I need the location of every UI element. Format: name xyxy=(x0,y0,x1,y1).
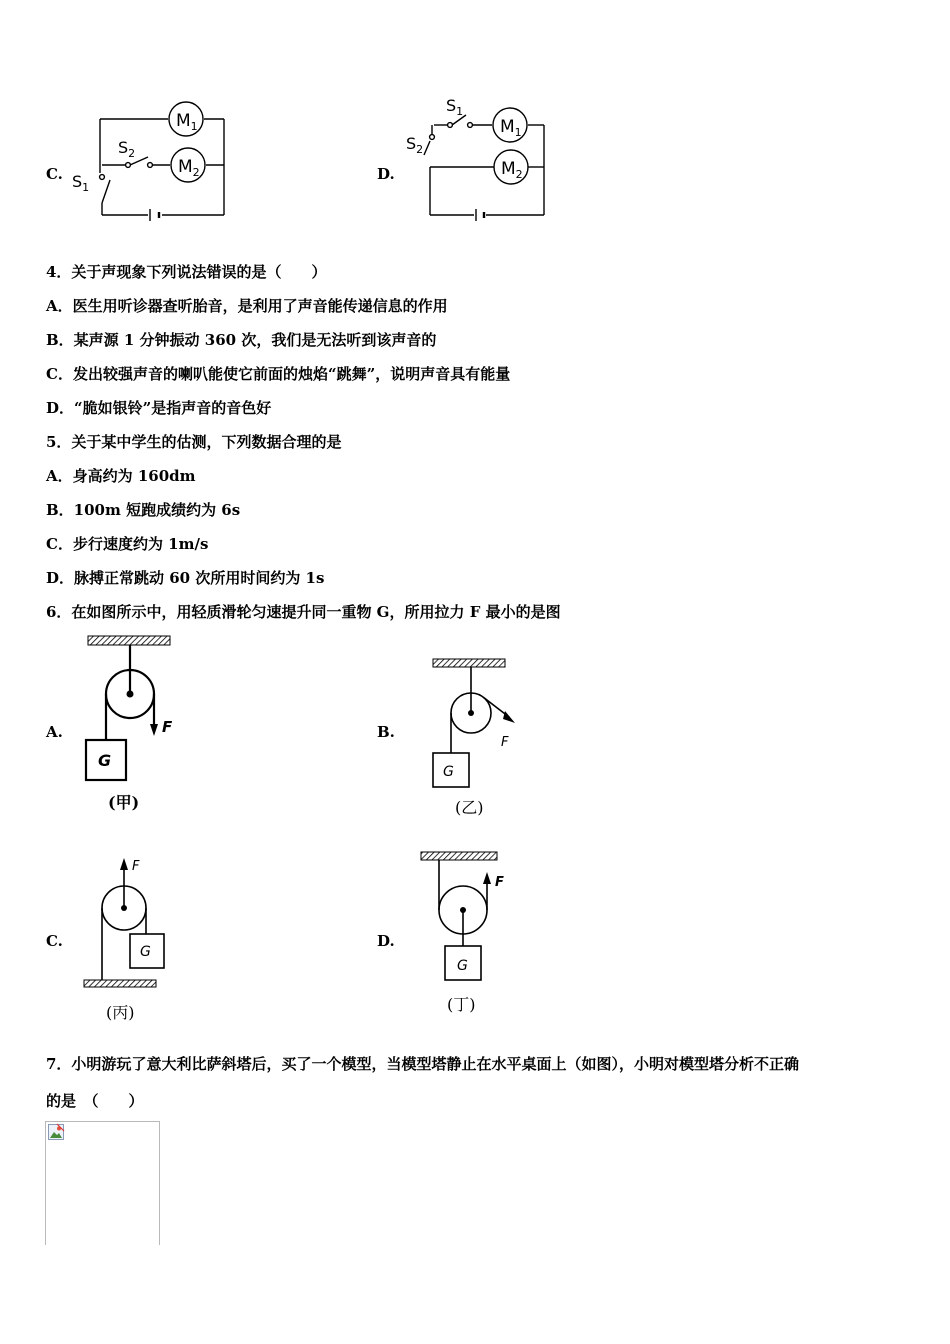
q6-option-c-letter: C. xyxy=(46,932,63,950)
q5-option-a: A．身高约为 160dm xyxy=(46,467,196,485)
q6c-force-label: F xyxy=(132,859,140,874)
q6a-force-label: F xyxy=(162,718,173,736)
q5-option-d: D．脉搏正常跳动 60 次所用时间约为 1s xyxy=(46,569,325,587)
q3-option-c-letter: C. xyxy=(46,165,63,183)
broken-image-icon xyxy=(48,1124,64,1140)
q7-figure-placeholder xyxy=(45,1121,160,1245)
q4-stem: 4．关于声现象下列说法错误的是（ ） xyxy=(46,263,327,281)
q6a-weight-label: G xyxy=(98,751,112,770)
q6-pulley-figure-c xyxy=(78,850,188,1030)
q5-stem: 5．关于某中学生的估测，下列数据合理的是 xyxy=(46,433,342,451)
q3d-s1-label: $S_1$ xyxy=(446,96,464,118)
q6-option-d-letter: D. xyxy=(377,932,395,950)
q7-stem-line1: 7．小明游玩了意大利比萨斜塔后，买了一个模型，当模型塔静止在水平桌面上（如图），小明对模型塔分析不正确 xyxy=(46,1055,799,1073)
q4-option-c: C．发出较强声音的喇叭能使它前面的烛焰“跳舞”，说明声音具有能量 xyxy=(46,365,511,383)
q6b-weight-label: G xyxy=(443,764,454,780)
q3-option-d-letter: D. xyxy=(377,165,395,183)
q6b-caption: (乙) xyxy=(455,798,484,817)
q3d-s2-label: $S_2$ xyxy=(406,134,424,156)
q5-option-c: C．步行速度约为 1m/s xyxy=(46,535,209,553)
q6c-caption: (丙) xyxy=(106,1003,135,1022)
q3c-m2-label: $M_2$ xyxy=(178,157,200,179)
q3d-m2-label: $M_2$ xyxy=(501,159,523,181)
q5-option-b: B．100m 短跑成绩约为 6s xyxy=(46,501,241,519)
q3c-s1-label: $S_1$ xyxy=(72,172,90,194)
q6-option-a-letter: A. xyxy=(46,723,63,741)
q6-pulley-figure-b xyxy=(425,655,535,825)
q6-pulley-figure-a xyxy=(80,632,190,822)
q3-circuit-d xyxy=(400,95,560,225)
q6-stem: 6．在如图所示中，用轻质滑轮匀速提升同一重物 G，所用拉力 F 最小的是图 xyxy=(46,603,561,621)
q6d-weight-label: G xyxy=(457,958,468,974)
q6-option-b-letter: B. xyxy=(377,723,395,741)
q6-pulley-figure-d xyxy=(415,848,525,1023)
q4-option-a: A．医生用听诊器查听胎音，是利用了声音能传递信息的作用 xyxy=(46,297,448,315)
q6d-caption: (丁) xyxy=(447,995,476,1014)
q3c-m1-label: $M_1$ xyxy=(176,111,198,133)
q6a-caption: (甲) xyxy=(108,793,140,812)
q3-circuit-c xyxy=(60,95,240,225)
q6c-weight-label: G xyxy=(140,944,151,960)
q7-stem-line2: 的是 （ ） xyxy=(46,1092,144,1110)
q4-option-d: D．“脆如银铃”是指声音的音色好 xyxy=(46,399,272,417)
q3c-s2-label: $S_2$ xyxy=(118,138,136,160)
q6b-force-label: F xyxy=(501,735,509,750)
q3d-m1-label: $M_1$ xyxy=(500,117,522,139)
q6d-force-label: F xyxy=(495,875,504,890)
q4-option-b: B．某声源 1 分钟振动 360 次，我们是无法听到该声音的 xyxy=(46,331,437,349)
